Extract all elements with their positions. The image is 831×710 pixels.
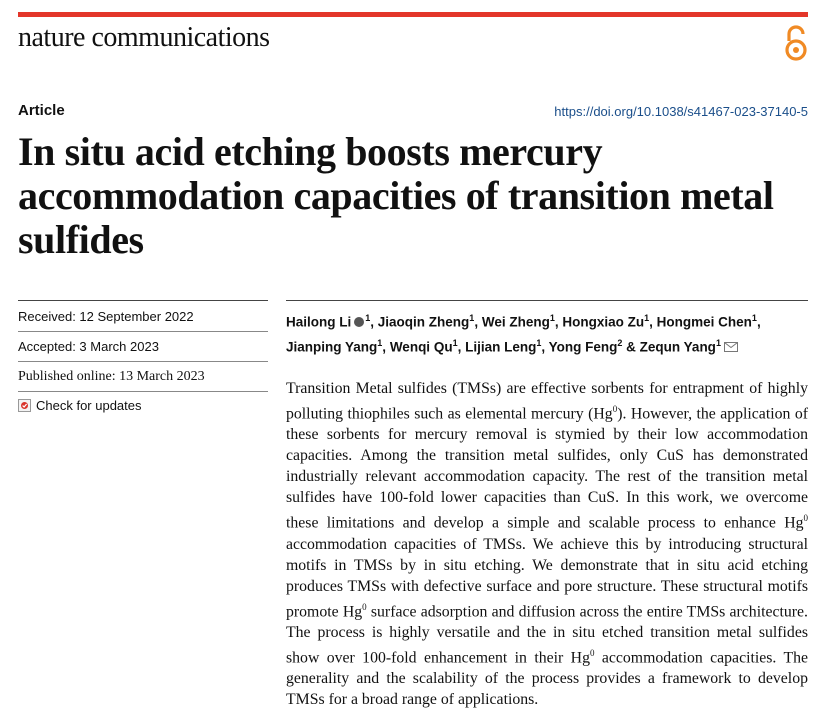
author-affiliation: 1 xyxy=(377,337,383,348)
author-name: Yong Feng xyxy=(548,339,618,354)
abstract-text: accommodation capacities. The generality and the scalability of the process provides a framework to develop TMSs for a broad range of applications. xyxy=(286,649,809,709)
author-list: Hailong Li $^1$, Jiaoqin Zheng$^1$, Wei Zheng$^1$, Hongxiao Zu$^1$, Hongmei Chen$^1$, Jianping Yang$^1$, Wenqi Qu$^1$, Lijian Leng$^1$, Yong Feng$^2$ & Zequn Yang$^1$ xyxy=(286,313,761,354)
accepted-date: Accepted: 3 March 2023 xyxy=(18,339,159,354)
article-title: In situ acid etching boosts mercury accommodation capacities of transition metal sulfides xyxy=(18,129,774,262)
abstract-text: surface adsorption and diffusion across the entire TMSs architecture. The process is highly versatile and the in situ etched transition metal sulfides show over 100-fold enhancement in their Hg xyxy=(286,602,808,667)
author-name: Wenqi Qu xyxy=(389,339,453,354)
journal-name: nature communications xyxy=(18,22,270,53)
check-updates-label: Check for updates xyxy=(36,398,142,413)
author-name: Hongxiao Zu xyxy=(562,314,645,330)
doi-link[interactable]: https://doi.org/10.1038/s41467-023-37140-5 xyxy=(554,104,808,119)
author-affiliation: 1 xyxy=(469,313,475,323)
divider xyxy=(286,300,808,301)
author-name: Lijian Leng xyxy=(465,339,537,354)
abstract-text: ). However, the application of these sorbents for mercury removal is stymied by their low accommodation capacities. Among the transition metal sulfides, only CuS has demonstrated industrially relevant accommodation capacity. The rest of the transition metal sulfides have 100-fold lower capacities than CuS. In this work, we overcome these limitations and develop a simple and scalable process to enhance Hg xyxy=(286,405,808,532)
check-updates-icon xyxy=(18,399,31,412)
author-affiliation: 1 xyxy=(452,337,458,348)
author-name: Hailong Li xyxy=(286,314,352,330)
author-name: Jiaoqin Zheng xyxy=(377,314,470,330)
divider xyxy=(18,361,268,362)
author-affiliation: 2 xyxy=(617,337,623,348)
author-affiliation: 1 xyxy=(365,313,371,323)
author-affiliation: 1 xyxy=(715,337,721,348)
divider xyxy=(18,300,268,301)
abstract xyxy=(286,378,808,710)
author-name: Jianping Yang xyxy=(286,339,378,354)
superscript: 0 xyxy=(362,601,367,612)
open-access-icon xyxy=(781,24,811,62)
author-affiliation: 1 xyxy=(751,313,757,323)
published-date: Published online: 13 March 2023 xyxy=(18,369,205,384)
received-date: Received: 12 September 2022 xyxy=(18,309,194,324)
author-name: Zequn Yang xyxy=(639,339,716,354)
check-for-updates-button[interactable] xyxy=(18,398,142,413)
author-affiliation: 1 xyxy=(549,313,555,323)
superscript: 0 xyxy=(589,647,595,658)
author-affiliation: 1 xyxy=(536,337,542,348)
author-name: Hongmei Chen xyxy=(656,314,752,330)
email-icon[interactable] xyxy=(724,342,738,352)
top-accent-bar xyxy=(18,12,808,17)
divider xyxy=(18,391,268,392)
author-name: Wei Zheng xyxy=(481,314,550,330)
superscript: 0 xyxy=(612,404,618,414)
orcid-icon[interactable] xyxy=(354,317,364,327)
abstract-text: accommodation capacities of TMSs. We achieve this by introducing structural motifs in TMSs by in situ etching. We demonstrate that in situ acid etching produces TMSs with defective surface and pore structure. These structural motifs promote Hg xyxy=(286,535,808,620)
author-affiliation: 1 xyxy=(644,313,650,323)
abstract-text: Transition Metal sulfides (TMSs) are effective sorbents for entrapment of highly polluting thiophiles such as elemental mercury (Hg xyxy=(286,380,808,423)
superscript: 0 xyxy=(803,513,808,524)
divider xyxy=(18,331,268,332)
article-type-label: Article xyxy=(18,102,65,119)
